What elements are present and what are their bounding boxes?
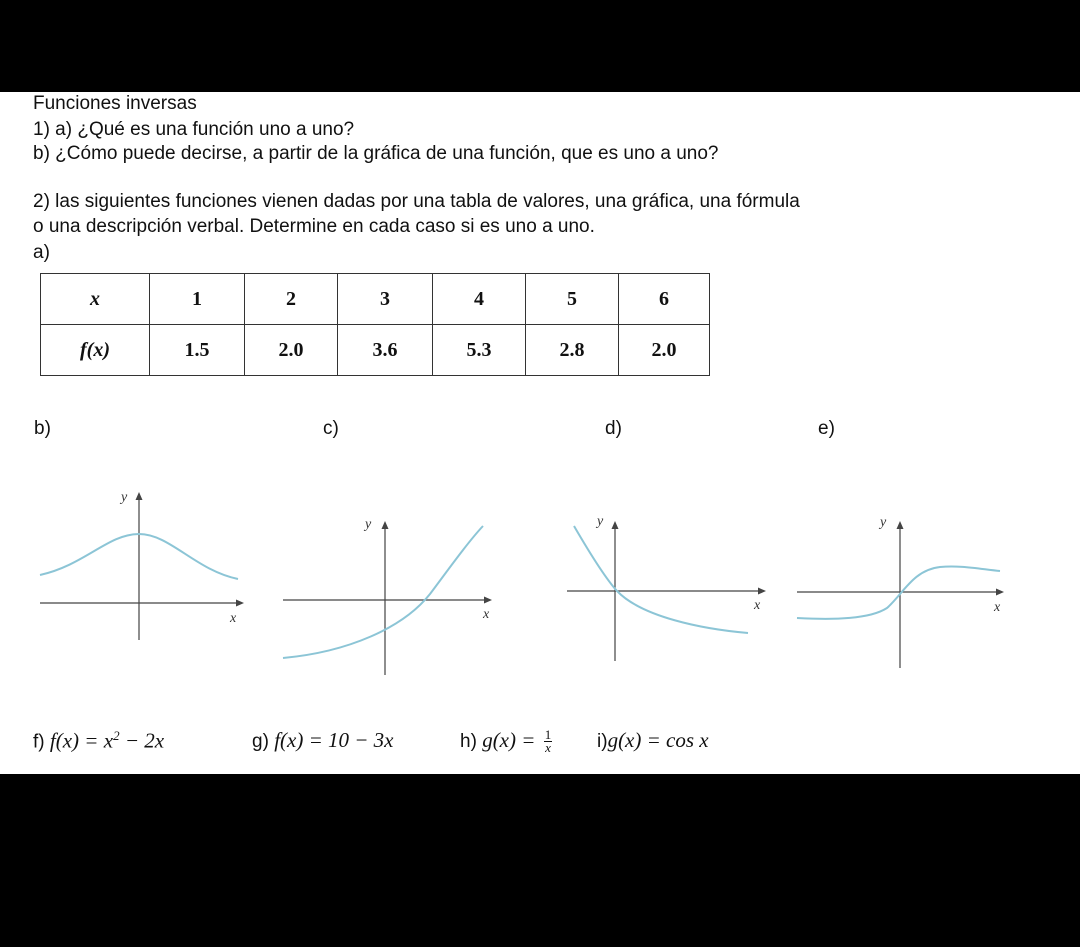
table-cell: 2 — [245, 274, 338, 325]
formula-label: f) — [33, 731, 45, 753]
y-axis-label: y — [880, 515, 887, 530]
formula-lhs: g(x) = — [482, 728, 536, 752]
question-1a: 1) a) ¿Qué es una función uno a uno? — [33, 119, 355, 140]
x-axis-label: x — [483, 607, 490, 622]
x-axis-arrow-icon — [996, 589, 1004, 596]
formula-expression: f(x) = 10 − 3x — [274, 728, 394, 752]
table-cell: 3 — [338, 274, 433, 325]
formula-exponent: 2 — [113, 728, 120, 743]
x-axis-label: x — [994, 600, 1001, 615]
table-cell: 2.0 — [245, 325, 338, 376]
table-row-x — [41, 274, 710, 325]
part-c-label: c) — [323, 418, 339, 439]
formula-label: i) — [597, 731, 608, 752]
question-1b: b) ¿Cómo puede decirse, a partir de la gráfica de una función, que es uno a uno? — [33, 143, 719, 164]
y-axis-label: y — [121, 490, 128, 505]
formula-expression: g(x) = cos x — [607, 728, 709, 752]
formula-f — [33, 728, 164, 753]
x-axis-arrow-icon — [236, 600, 244, 607]
worksheet — [0, 92, 1080, 774]
values-table — [40, 273, 710, 376]
fraction — [544, 729, 553, 754]
x-axis-arrow-icon — [758, 588, 766, 595]
table-cell: 2.0 — [619, 325, 710, 376]
question-2-line-2: o una descripción verbal. Determine en cada caso si es uno a uno. — [33, 216, 595, 237]
formula-lhs: f(x) = — [49, 728, 99, 753]
table-cell: 5 — [526, 274, 619, 325]
part-a-label: a) — [33, 242, 50, 263]
y-axis-label: y — [597, 514, 604, 529]
table-cell: 3.6 — [338, 325, 433, 376]
graph-b — [30, 482, 250, 642]
formula-rhs: − 2x — [119, 728, 165, 753]
x-axis-label: x — [754, 598, 761, 613]
y-axis-arrow-icon — [897, 521, 904, 529]
curve — [283, 526, 483, 658]
table-cell: 5.3 — [433, 325, 526, 376]
y-axis-arrow-icon — [612, 521, 619, 529]
table-cell: 4 — [433, 274, 526, 325]
curve — [797, 566, 1000, 618]
table-header-x: x — [41, 274, 150, 325]
table-cell: 1 — [150, 274, 245, 325]
formula-h — [460, 728, 552, 754]
part-d-label: d) — [605, 418, 622, 439]
part-e-label: e) — [818, 418, 835, 439]
table-header-fx: f(x) — [41, 325, 150, 376]
fraction-numerator: 1 — [544, 727, 552, 743]
x-axis-label: x — [230, 611, 237, 626]
table-cell: 1.5 — [150, 325, 245, 376]
graph-e — [795, 512, 1015, 672]
part-b-label: b) — [34, 418, 51, 439]
formula-row — [33, 728, 1033, 758]
formula-g — [252, 728, 394, 753]
table-cell: 6 — [619, 274, 710, 325]
formula-rhs: x — [103, 728, 114, 753]
page-title: Funciones inversas — [33, 93, 197, 114]
y-axis-label: y — [365, 517, 372, 532]
fraction-denominator: x — [545, 740, 551, 756]
question-2-line-1: 2) las siguientes funciones vienen dadas por una tabla de valores, una gráfica, una fórmula — [33, 191, 800, 212]
table-row-fx — [41, 325, 710, 376]
x-axis-arrow-icon — [484, 597, 492, 604]
graph-c — [278, 512, 498, 682]
curve — [574, 526, 748, 633]
formula-label: g) — [252, 731, 269, 752]
table-cell: 2.8 — [526, 325, 619, 376]
y-axis-arrow-icon — [382, 521, 389, 529]
formula-i — [597, 728, 709, 753]
graph-d — [562, 512, 782, 662]
y-axis-arrow-icon — [136, 492, 143, 500]
formula-label: h) — [460, 731, 477, 752]
